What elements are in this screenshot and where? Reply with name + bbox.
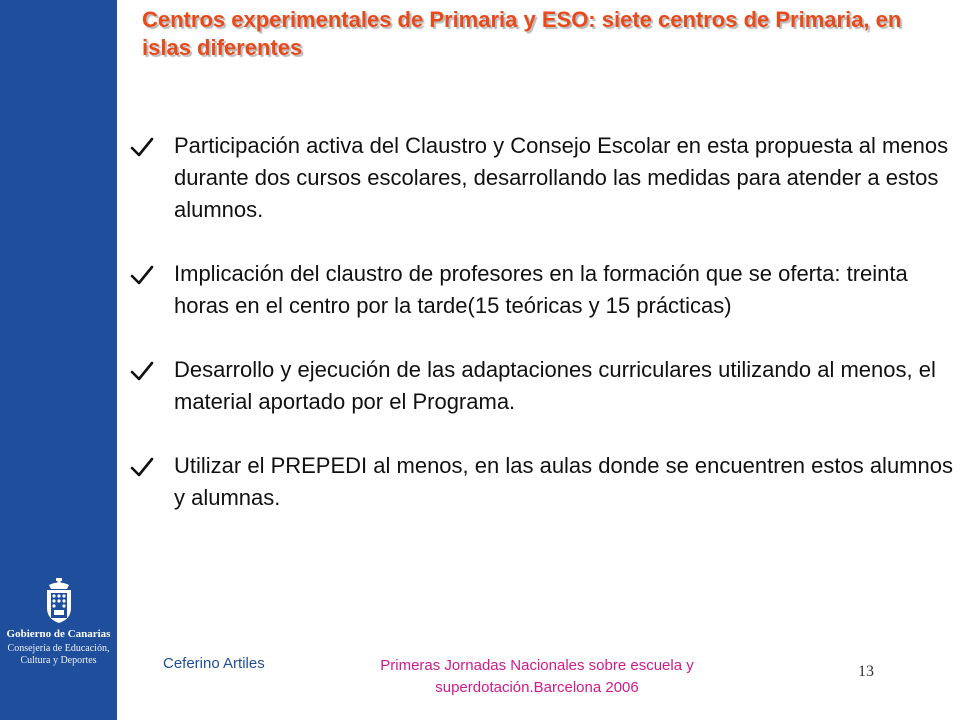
bullet-item (125, 354, 955, 418)
bullet-text: Participación activa del Claustro y Consejo Escolar en esta propuesta al menos durante dos cursos escolares, desarrollando las medidas para atender a estos alumnos. (174, 133, 949, 222)
coat-of-arms-icon (42, 578, 76, 624)
org-name: Gobierno de Canarias (6, 628, 111, 640)
footer-event: Primeras Jornadas Nacionales sobre escuela y superdotación.Barcelona 2006 (380, 657, 694, 696)
bullet-text: Implicación del claustro de profesores en la formación que se oferta: treinta horas en el centro por la tarde(15 teóricas y 15 prácticas) (174, 261, 908, 318)
sidebar-band (0, 0, 117, 720)
bullet-item (125, 258, 955, 322)
dept-name-line2: Cultura y Deportes (20, 655, 97, 666)
slide-title: Centros experimentales de Primaria y ESO: siete centros de Primaria, en islas diferentes (142, 7, 902, 60)
checkmark-icon (130, 360, 154, 382)
footer-author: Ceferino Artiles (163, 655, 265, 672)
dept-name-line1: Consejería de Educación, (7, 643, 110, 654)
bullet-item (125, 130, 955, 226)
bullet-list (125, 130, 955, 546)
page-number: 13 (858, 663, 874, 680)
checkmark-icon (130, 456, 154, 478)
checkmark-icon (130, 264, 154, 286)
government-logo (0, 578, 117, 667)
bullet-text: Utilizar el PREPEDI al menos, en las aulas donde se encuentren estos alumnos y alumnas. (174, 453, 953, 510)
bullet-text: Desarrollo y ejecución de las adaptaciones curriculares utilizando al menos, el material aportado por el Programa. (174, 357, 936, 414)
bullet-item (125, 450, 955, 514)
checkmark-icon (130, 136, 154, 158)
